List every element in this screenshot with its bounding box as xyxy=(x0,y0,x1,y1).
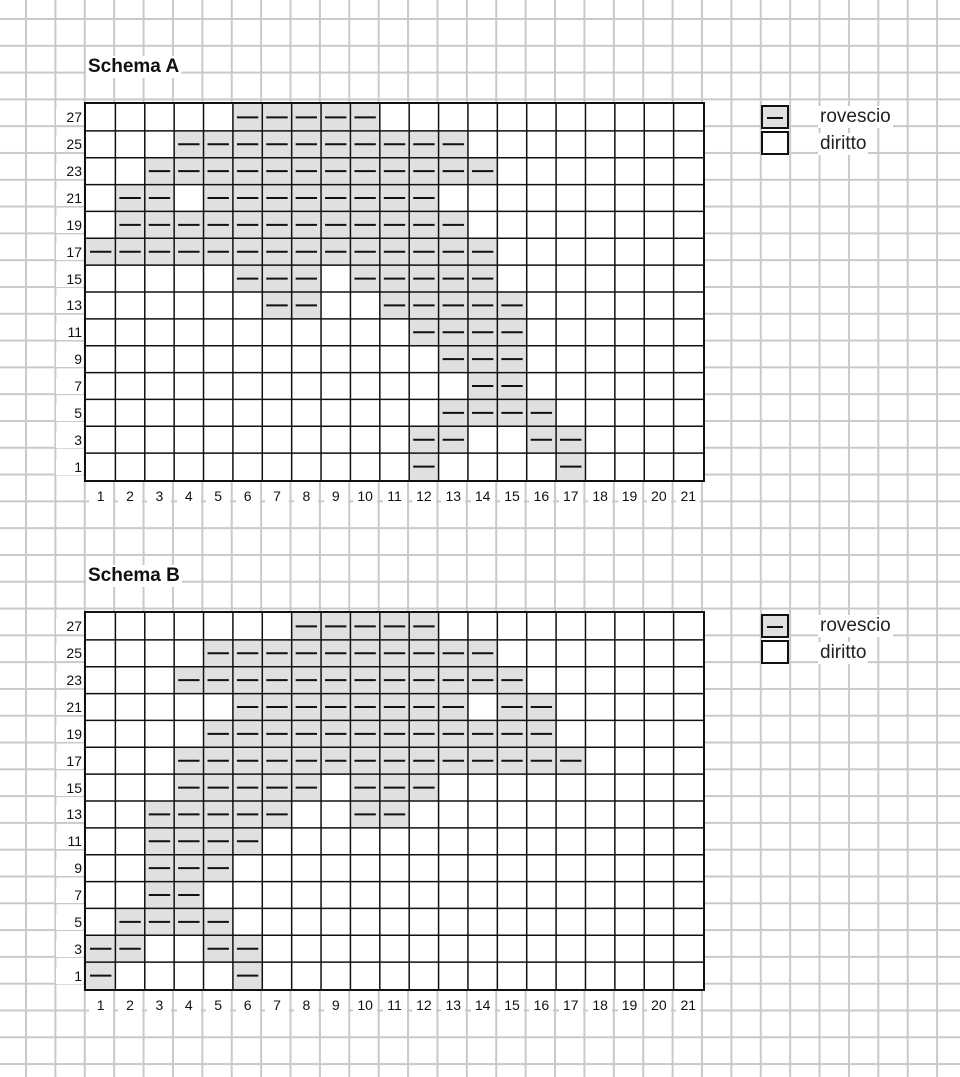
schema-a-title: Schema A xyxy=(88,56,180,77)
column-number-label: 2 xyxy=(118,488,142,504)
row-number-label: 7 xyxy=(56,378,83,394)
column-number-label: 11 xyxy=(383,488,407,504)
column-number-label: 21 xyxy=(676,488,700,504)
row-number-label: 17 xyxy=(56,753,83,769)
column-number-label: 18 xyxy=(588,997,612,1013)
column-number-label: 12 xyxy=(412,488,436,504)
column-number-label: 4 xyxy=(177,488,201,504)
row-number-label: 3 xyxy=(56,941,83,957)
legend-knit-label: diritto xyxy=(820,133,867,154)
column-number-label: 15 xyxy=(500,997,524,1013)
row-number-label: 27 xyxy=(56,109,83,125)
row-number-label: 9 xyxy=(56,351,83,367)
purl-symbol-icon xyxy=(761,105,789,129)
row-number-label: 25 xyxy=(56,136,83,152)
row-number-label: 15 xyxy=(56,271,83,287)
schema-b-chart xyxy=(84,611,705,991)
column-number-label: 15 xyxy=(500,488,524,504)
schema-b-title: Schema B xyxy=(88,565,180,586)
column-number-label: 19 xyxy=(618,488,642,504)
legend-purl-label: rovescio xyxy=(820,106,891,127)
column-number-label: 16 xyxy=(529,488,553,504)
column-number-label: 11 xyxy=(383,997,407,1013)
knit-symbol-icon xyxy=(761,131,789,155)
column-number-label: 13 xyxy=(441,488,465,504)
schema-a-grid xyxy=(86,104,703,480)
row-number-label: 13 xyxy=(56,806,83,822)
column-number-label: 18 xyxy=(588,488,612,504)
row-number-label: 5 xyxy=(56,914,83,930)
column-number-label: 12 xyxy=(412,997,436,1013)
column-number-label: 17 xyxy=(559,997,583,1013)
column-number-label: 1 xyxy=(89,997,113,1013)
column-number-label: 9 xyxy=(324,488,348,504)
column-number-label: 3 xyxy=(147,488,171,504)
column-number-label: 5 xyxy=(206,997,230,1013)
column-number-label: 3 xyxy=(147,997,171,1013)
row-number-label: 11 xyxy=(56,324,83,340)
column-number-label: 10 xyxy=(353,997,377,1013)
column-number-label: 4 xyxy=(177,997,201,1013)
column-number-label: 19 xyxy=(618,997,642,1013)
legend-purl-label: rovescio xyxy=(820,615,891,636)
column-number-label: 20 xyxy=(647,488,671,504)
column-number-label: 8 xyxy=(294,488,318,504)
column-number-label: 14 xyxy=(471,488,495,504)
column-number-label: 10 xyxy=(353,488,377,504)
column-number-label: 21 xyxy=(676,997,700,1013)
row-number-label: 13 xyxy=(56,297,83,313)
row-number-label: 23 xyxy=(56,163,83,179)
column-number-label: 7 xyxy=(265,997,289,1013)
row-number-label: 3 xyxy=(56,432,83,448)
row-number-label: 19 xyxy=(56,217,83,233)
row-number-label: 23 xyxy=(56,672,83,688)
row-number-label: 1 xyxy=(56,459,83,475)
row-number-label: 25 xyxy=(56,645,83,661)
row-number-label: 19 xyxy=(56,726,83,742)
row-number-label: 15 xyxy=(56,780,83,796)
column-number-label: 7 xyxy=(265,488,289,504)
column-number-label: 6 xyxy=(236,488,260,504)
column-number-label: 2 xyxy=(118,997,142,1013)
column-number-label: 8 xyxy=(294,997,318,1013)
column-number-label: 6 xyxy=(236,997,260,1013)
row-number-label: 9 xyxy=(56,860,83,876)
row-number-label: 11 xyxy=(56,833,83,849)
column-number-label: 20 xyxy=(647,997,671,1013)
row-number-label: 5 xyxy=(56,405,83,421)
row-number-label: 21 xyxy=(56,190,83,206)
knit-symbol-icon xyxy=(761,640,789,664)
column-number-label: 17 xyxy=(559,488,583,504)
row-number-label: 21 xyxy=(56,699,83,715)
purl-symbol-icon xyxy=(761,614,789,638)
column-number-label: 16 xyxy=(529,997,553,1013)
column-number-label: 1 xyxy=(89,488,113,504)
schema-a-chart xyxy=(84,102,705,482)
row-number-label: 1 xyxy=(56,968,83,984)
row-number-label: 17 xyxy=(56,244,83,260)
column-number-label: 9 xyxy=(324,997,348,1013)
row-number-label: 7 xyxy=(56,887,83,903)
column-number-label: 13 xyxy=(441,997,465,1013)
column-number-label: 5 xyxy=(206,488,230,504)
row-number-label: 27 xyxy=(56,618,83,634)
schema-b-grid xyxy=(86,613,703,989)
legend-knit-label: diritto xyxy=(820,642,867,663)
column-number-label: 14 xyxy=(471,997,495,1013)
